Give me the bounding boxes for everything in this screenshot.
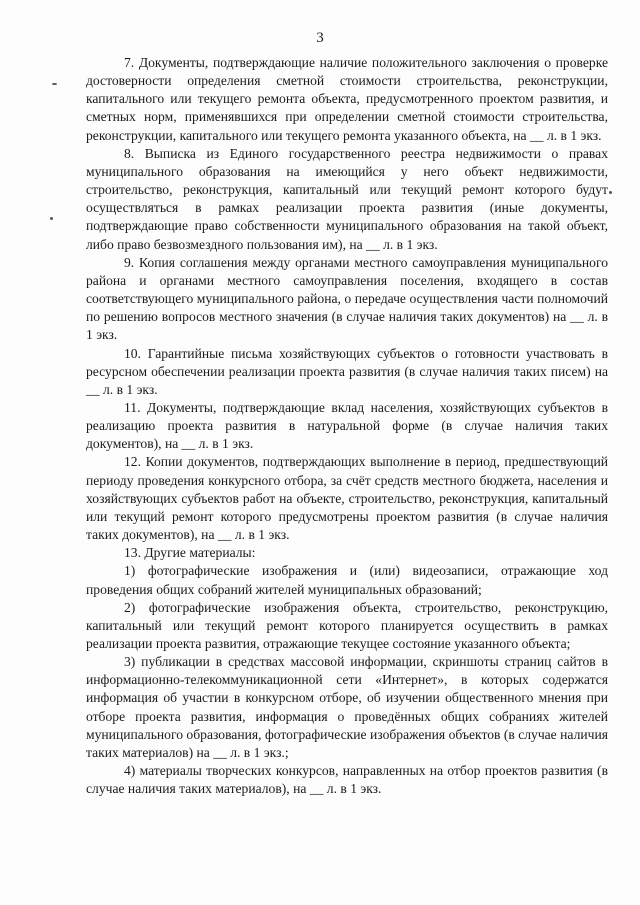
paragraph-item-12: 12. Копии документов, подтверждающих выполнение в период, предшествующий периоду проведения конкурсного отбора, за счёт средств местного бюджета, населения и хозяйствующих субъектов работ на объекте, строительство, реконструкция, капитальный или текущий ремонт которого предусмотрены проектом развития (в случае наличия таких документов), на __ л. в 1 экз. — [86, 454, 608, 543]
scan-speck — [52, 83, 57, 85]
subitem-2: 2) фотографические изображения объекта, строительство, реконструкцию, капитальный или текущий ремонт которого планируется осуществить в рамках реализации проекта развития, отражающие текущее состояние указанного объекта; — [86, 599, 608, 651]
paragraph-item-7: 7. Документы, подтверждающие наличие положительного заключения о проверке достоверности определения сметной стоимости строительства, реконструкции, капитального или текущего ремонта объекта, предусмотренного проектом развития, и сметных норм, применявшихся при определении сметной стоимости строительства, реконструкции, капитального или текущего ремонта указанного объекта, на __ л. в 1 экз. — [86, 55, 608, 143]
paragraph-item-13: 13. Другие материалы: — [124, 545, 256, 561]
subitem-1: 1) фотографические изображения и (или) видеозаписи, отражающие ход проведения общих собраний жителей муниципальных образований; — [86, 563, 608, 597]
paragraph-item-8: 8. Выписка из Единого государственного реестра недвижимости о правах муниципального образования на имеющийся у него объект недвижимости, строительство, реконструкция, капитальный или текущий ремонт которого будут осуществляться в рамках реализации проекта развития (иные документы, подтверждающие право собственности муниципального образования на такой объект, либо право безвозмездного пользования им), на __ л. в 1 экз. — [86, 145, 608, 252]
subitem-4: 4) материалы творческих конкурсов, направленных на отбор проектов развития (в случае наличия таких материалов), на __ л. в 1 экз. — [86, 763, 608, 797]
page-number: 3 — [316, 30, 324, 46]
document-body — [86, 54, 608, 798]
subitem-3: 3) публикации в средствах массовой информации, скриншоты страниц сайтов в информационно-телекоммуникационной сети «Интернет», в которых содержатся информация об участии в конкурсном отборе, об изучении общественного мнения при отборе проекта развития, информация о проведённых общих собраниях жителей муниципального образования, фотографические изображения объектов (в случае наличия таких материалов) на __ л. в 1 экз.; — [86, 654, 608, 760]
scan-speck — [50, 217, 53, 220]
scan-speck — [609, 191, 612, 194]
paragraph-item-10: 10. Гарантийные письма хозяйствующих субъектов о готовности участвовать в ресурсном обеспечении реализации проекта развития (в случае наличия таких писем) на __ л. в 1 экз. — [86, 345, 608, 397]
paragraph-item-9: 9. Копия соглашения между органами местного самоуправления муниципального района и органами местного самоуправления поселения, входящего в состав соответствующего муниципального района, о передаче осуществления части полномочий по решению вопросов местного значения (в случае наличия таких документов) на __ л. в 1 экз. — [86, 254, 608, 343]
paragraph-item-11: 11. Документы, подтверждающие вклад населения, хозяйствующих субъектов в реализацию проекта развития в натуральной форме (в случае наличия таких документов), на __ л. в 1 экз. — [86, 399, 608, 452]
